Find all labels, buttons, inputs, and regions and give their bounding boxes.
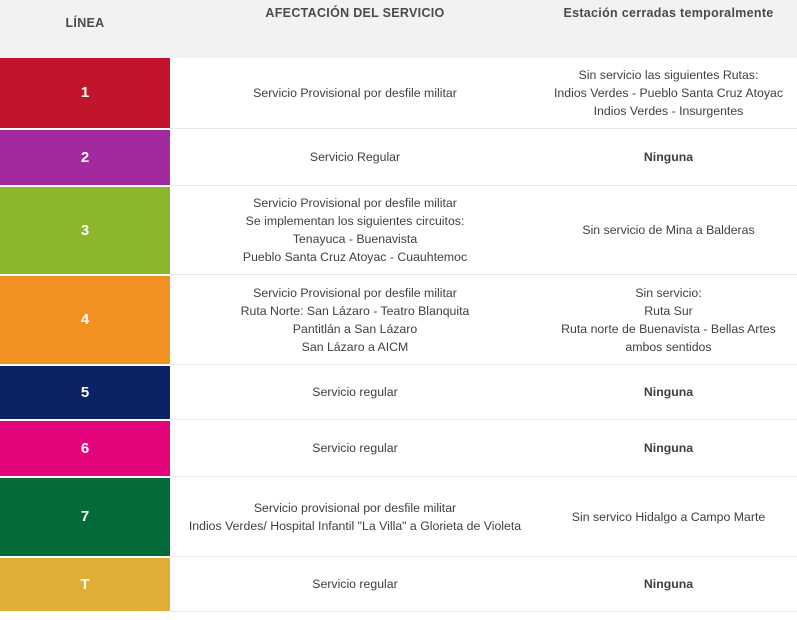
table-body <box>0 58 797 612</box>
affectation-line: San Lázaro a AICM <box>301 339 409 354</box>
closed-stations-cell <box>540 58 797 129</box>
column-header-afectacion: AFECTACIÓN DEL SERVICIO <box>265 6 445 20</box>
closed-stations-line: Ninguna <box>643 150 694 164</box>
table-row <box>0 275 797 365</box>
closed-stations-line: Ruta Sur <box>644 303 693 318</box>
line-badge <box>0 557 170 612</box>
table-row <box>0 58 797 129</box>
closed-stations-cell <box>540 557 797 612</box>
affectation-cell <box>170 365 540 420</box>
line-badge <box>0 365 170 420</box>
line-badge <box>0 58 170 129</box>
closed-stations-line: Ninguna <box>643 385 694 399</box>
line-label: T <box>80 575 90 593</box>
line-badge <box>0 186 170 275</box>
table-row <box>0 477 797 557</box>
affectation-line: Pantitlán a San Lázaro <box>292 321 418 336</box>
affectation-line: Servicio Provisional por desfile militar <box>253 196 457 210</box>
affectation-line: Se implementan los siguientes circuitos: <box>245 214 465 228</box>
table-row <box>0 557 797 612</box>
affectation-line: Servicio Provisional por desfile militar <box>253 86 457 100</box>
line-badge <box>0 275 170 365</box>
closed-stations-line: Indios Verdes - Pueblo Santa Cruz Atoyac <box>554 86 783 100</box>
affectation-cell <box>170 129 540 186</box>
column-header-estaciones-cerradas: Estación cerradas temporalmente <box>563 6 774 20</box>
affectation-line: Servicio regular <box>312 577 398 591</box>
affectation-cell <box>170 557 540 612</box>
affectation-line: Tenayuca - Buenavista <box>292 232 418 246</box>
line-label: 6 <box>80 439 90 457</box>
affectation-line: Servicio Regular <box>309 150 401 164</box>
closed-stations-line: Ninguna <box>643 577 694 591</box>
table-row <box>0 420 797 477</box>
column-header-linea: LÍNEA <box>65 16 105 30</box>
line-badge <box>0 129 170 186</box>
table-row <box>0 365 797 420</box>
line-label: 3 <box>80 221 90 239</box>
line-label: 2 <box>80 148 90 166</box>
closed-stations-line: Ninguna <box>643 441 694 455</box>
affectation-cell <box>170 275 540 365</box>
closed-stations-line: Indios Verdes - Insurgentes <box>593 104 744 118</box>
affectation-line: Ruta Norte: San Lázaro - Teatro Blanquita <box>240 303 470 318</box>
table-row <box>0 129 797 186</box>
affectation-line: Servicio Provisional por desfile militar <box>253 285 457 300</box>
line-badge <box>0 477 170 557</box>
header-row <box>0 0 797 58</box>
affectation-cell <box>170 58 540 129</box>
closed-stations-cell <box>540 275 797 365</box>
closed-stations-line: Ruta norte de Buenavista - Bellas Artes <box>561 321 776 336</box>
closed-stations-line: Sin servicio de Mina a Balderas <box>582 223 755 237</box>
table-header <box>0 0 797 58</box>
affectation-cell <box>170 420 540 477</box>
closed-stations-cell <box>540 365 797 420</box>
line-label: 1 <box>80 84 90 102</box>
closed-stations-cell <box>540 420 797 477</box>
affectation-line: Servicio provisional por desfile militar <box>253 500 457 515</box>
closed-stations-line: ambos sentidos <box>625 339 712 354</box>
affectation-line: Servicio regular <box>312 441 398 455</box>
affectation-line: Servicio regular <box>312 385 398 399</box>
closed-stations-line: Sin servicio las siguientes Rutas: <box>578 68 759 82</box>
closed-stations-cell <box>540 186 797 275</box>
line-badge <box>0 420 170 477</box>
affectation-cell <box>170 186 540 275</box>
line-label: 4 <box>80 311 90 328</box>
affectation-line: Pueblo Santa Cruz Atoyac - Cuauhtemoc <box>242 250 468 264</box>
affectation-cell <box>170 477 540 557</box>
affectation-line: Indios Verdes/ Hospital Infantil "La Villa" a Glorieta de Violeta <box>188 518 522 533</box>
closed-stations-line: Sin servico Hidalgo a Campo Marte <box>571 509 766 524</box>
closed-stations-cell <box>540 129 797 186</box>
closed-stations-line: Sin servicio: <box>635 285 702 300</box>
closed-stations-cell <box>540 477 797 557</box>
line-label: 5 <box>80 383 90 401</box>
line-label: 7 <box>80 508 90 525</box>
table-row <box>0 186 797 275</box>
